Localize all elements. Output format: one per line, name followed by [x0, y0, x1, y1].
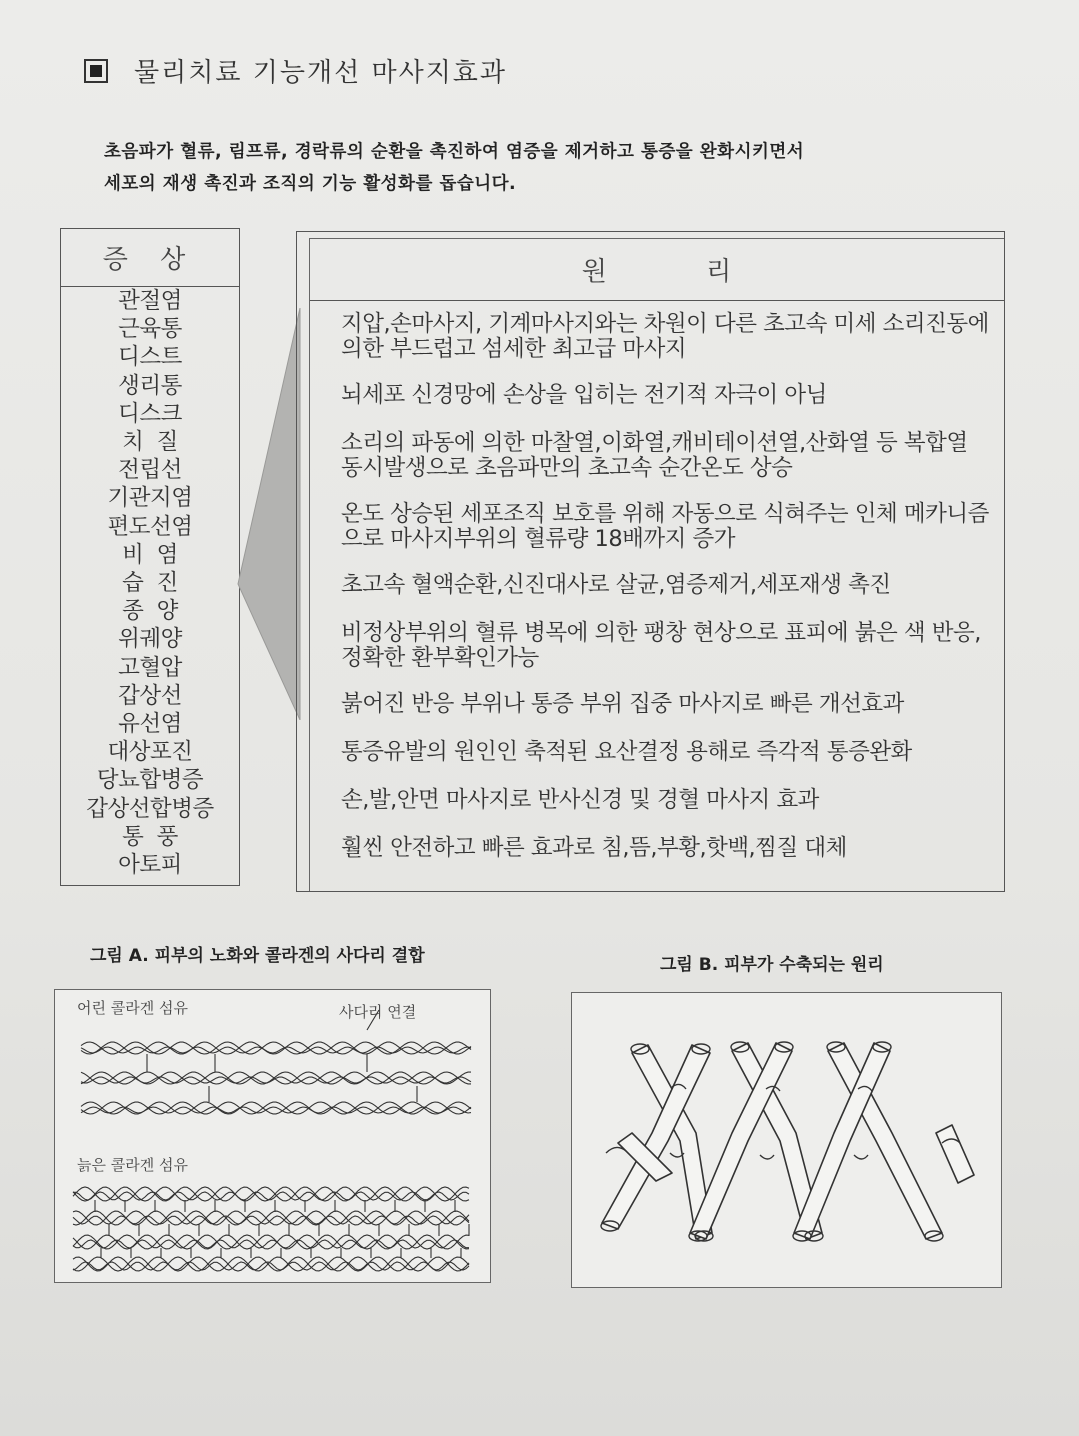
principle-item: 붉어진 반응 부위나 통증 부위 집중 마사지로 빠른 개선효과 — [341, 691, 904, 717]
principle-item: 손,발,안면 마사지로 반사신경 및 경혈 마사지 효과 — [341, 787, 819, 813]
symptom-item: 생리통 — [118, 372, 182, 399]
principle-item: 통증유발의 원인인 축적된 요산결정 용해로 즉각적 통증완화 — [341, 739, 912, 765]
symptom-item: 관절염 — [118, 288, 182, 314]
symptom-item: 기관지염 — [107, 485, 193, 512]
symptom-item: 디스크 — [118, 400, 182, 427]
symptom-item: 통 풍 — [122, 823, 178, 850]
symptoms-table — [60, 228, 240, 886]
symptom-item: 위궤양 — [118, 626, 182, 653]
intro-text — [104, 136, 1004, 200]
section-header — [84, 52, 507, 89]
principle-item: 온도 상승된 세포조직 보호를 위해 자동으로 식혀주는 인체 메카니즘으로 마사지부위의 혈류량 18배까지 증가 — [341, 501, 989, 552]
label-ladder-link: 사다리 연결 — [339, 1003, 417, 1021]
symptom-item: 습 진 — [122, 570, 178, 597]
figure-a — [54, 989, 491, 1283]
principles-heading: 원 리 — [309, 238, 1004, 301]
principle-item: 비정상부위의 혈류 병목에 의한 팽창 현상으로 표피에 붉은 색 반응,정확한 환부확인가능 — [341, 620, 981, 671]
left-arrow-icon — [236, 308, 302, 720]
symptoms-list — [61, 287, 239, 879]
symptom-item: 유선염 — [118, 711, 182, 738]
figure-b-caption: 그림 B. 피부가 수축되는 원리 — [660, 955, 884, 975]
symptom-item: 갑상선 — [118, 682, 182, 709]
principle-item: 소리의 파동에 의한 마찰열,이화열,캐비테이션열,산화열 등 복합열 동시발생으로 초음파만의 초고속 순간온도 상승 — [341, 430, 968, 481]
figure-b — [571, 992, 1002, 1288]
symptom-item: 고혈압 — [118, 654, 182, 681]
symptom-item: 종 양 — [122, 598, 178, 625]
symptom-item: 편도선염 — [107, 513, 193, 540]
symptom-item: 비 염 — [122, 541, 178, 568]
principle-item: 지압,손마사지, 기계마사지와는 차원이 다른 초고속 미세 소리진동에 의한 부드럽고 섬세한 최고급 마사지 — [341, 311, 989, 362]
label-young-collagen: 어린 콜라겐 섬유 — [77, 999, 188, 1017]
principles-table — [296, 231, 1005, 892]
symptom-item: 치 질 — [122, 429, 178, 456]
collagen-fibers-illustration — [55, 990, 489, 1280]
symptom-item: 아토피 — [118, 852, 182, 879]
principles-list — [341, 312, 990, 884]
symptom-item: 근육통 — [118, 316, 182, 343]
principle-item: 뇌세포 신경망에 손상을 입히는 전기적 자극이 아님 — [341, 382, 827, 408]
label-old-collagen: 늙은 콜라겐 섬유 — [77, 1156, 188, 1174]
intro-line-2: 세포의 재생 촉진과 조직의 기능 활성화를 돕습니다. — [104, 174, 517, 194]
symptom-item: 갑상선합병증 — [86, 795, 214, 822]
square-bullet-icon — [84, 59, 108, 83]
lattice-contraction-illustration — [572, 993, 1000, 1285]
principle-item: 초고속 혈액순환,신진대사로 살균,염증제거,세포재생 촉진 — [341, 572, 891, 598]
intro-line-1: 초음파가 혈류, 림프류, 경락류의 순환을 촉진하여 염증을 제거하고 통증을 완화시키면서 — [104, 142, 805, 162]
page-title: 물리치료 기능개선 마사지효과 — [134, 58, 508, 88]
figure-a-caption: 그림 A. 피부의 노화와 콜라겐의 사다리 결합 — [90, 946, 425, 966]
symptoms-heading: 증 상 — [61, 229, 239, 287]
symptom-item: 디스트 — [118, 344, 182, 371]
symptom-item: 대상포진 — [107, 739, 193, 766]
symptom-item: 당뇨합병증 — [96, 767, 204, 794]
principle-item: 훨씬 안전하고 빠른 효과로 침,뜸,부황,핫백,찜질 대체 — [341, 835, 847, 861]
symptom-item: 전립선 — [118, 457, 182, 484]
